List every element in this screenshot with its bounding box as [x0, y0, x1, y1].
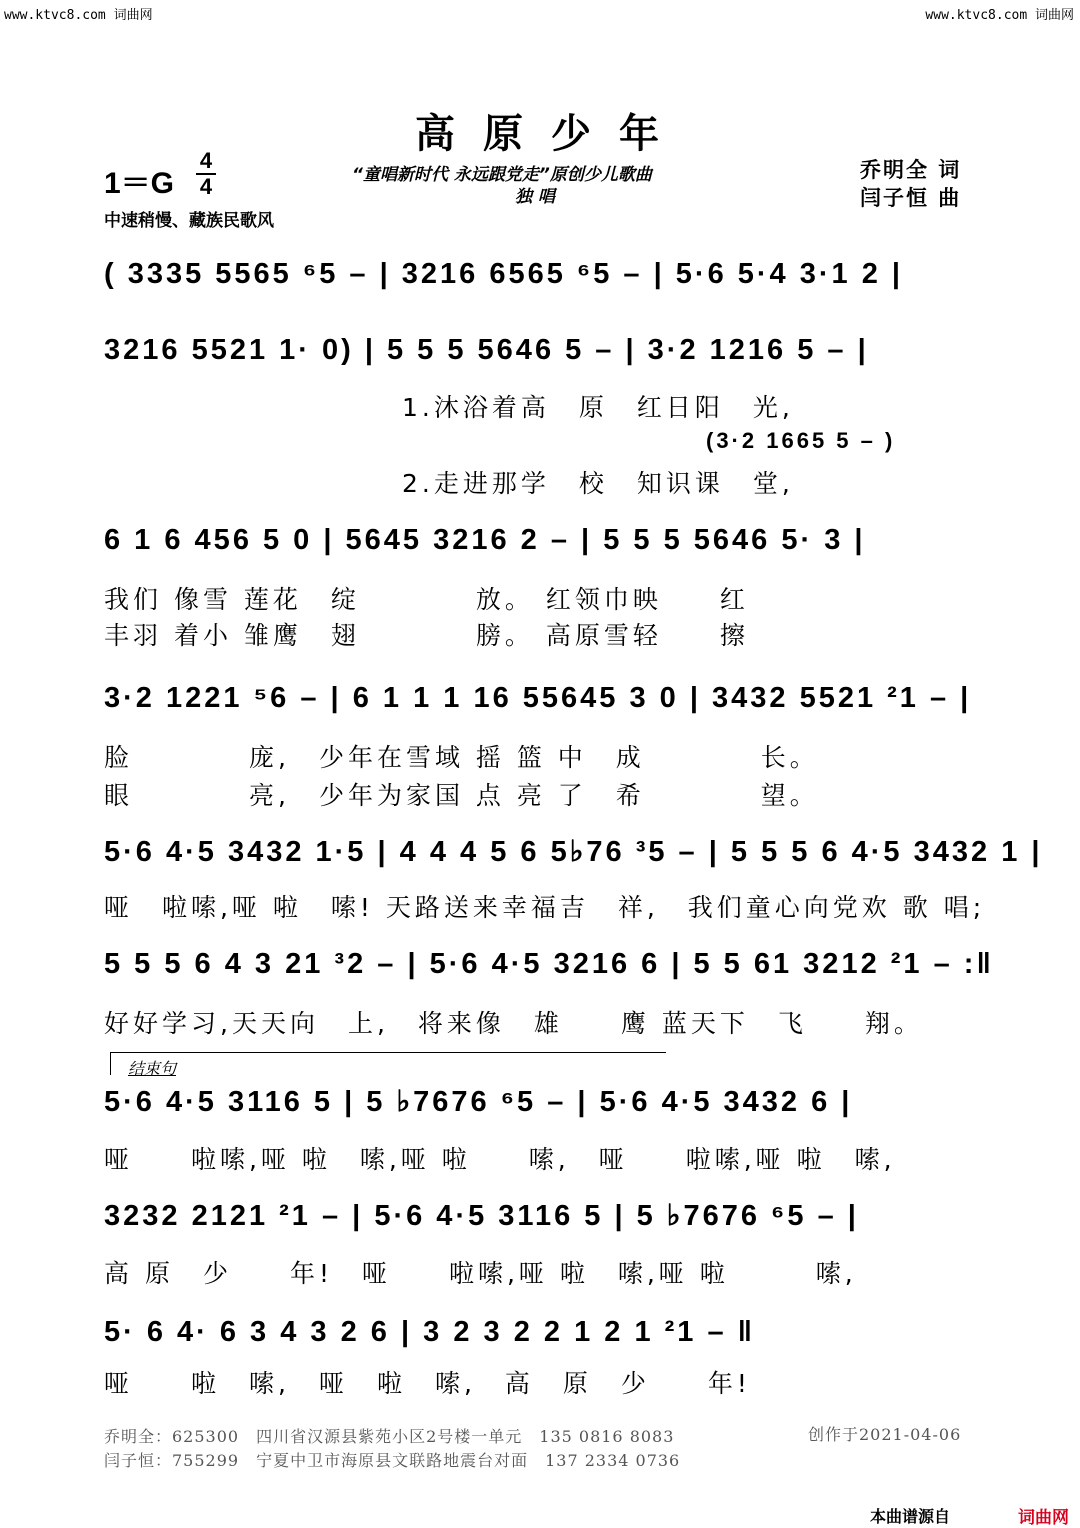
subtitle: “童唱新时代 永远跟党走”原创少儿歌曲: [352, 165, 652, 185]
score-line-7: 5·6 4·5 3116 5 | 5 ♭7676 ⁶5 – | 5·6 4·5 3432 6 |: [104, 1086, 853, 1118]
score-line-2: 3216 5521 1· 0) | 5 5 5 5646 5 – | 3·2 1216 5 – |: [104, 334, 869, 366]
lyrics-2-verse-2: 2.走进那学 校 知识课 堂,: [402, 469, 794, 498]
lyricist-contact: 乔明全：625300 四川省汉源县紫苑小区2号楼一单元 135 0816 8083: [104, 1427, 675, 1446]
composer-contact: 闫子恒：755299 宁夏中卫市海原县文联路地震台对面 137 2334 0736: [104, 1451, 681, 1470]
watermark-right[interactable]: www.ktvc8.com 词曲网: [925, 8, 1074, 23]
lyrics-3-verse-1: 我们 像雪 莲花 绽 放。 红领巾映 红: [104, 585, 749, 614]
score-line-4: 3·2 1221 ⁵6 – | 6 1 1 1 16 55645 3 0 | 3432 5521 ²1 – |: [104, 682, 972, 714]
score-line-9: 5· 6 4· 6 3 4 3 2 6 | 3 2 3 2 2 1 2 1 ²1 – ‖: [104, 1316, 756, 1348]
lyrics-4-verse-1: 脸 庞, 少年在雪域 摇 篮 中 成 长。: [104, 743, 819, 772]
lyrics-6: 好好学习,天天向 上, 将来像 雄 鹰 蓝天下 飞 翔。: [104, 1009, 923, 1038]
score-line-6: 5 5 5 6 4 3 21 ³2 – | 5·6 4·5 3216 6 | 5 5 61 3212 ²1 – :‖: [104, 948, 994, 980]
source-site-link[interactable]: 词曲网: [1018, 1508, 1069, 1528]
lyrics-8: 高 原 少 年! 哑 啦嗦,哑 啦 嗦,哑 啦 嗦,: [104, 1259, 857, 1288]
key-signature: 1＝G: [104, 167, 175, 200]
lyricist-credit: 乔明全 词: [860, 158, 962, 182]
interlude-notes: (3·2 1665 5 – ): [706, 428, 896, 453]
lyrics-2-verse-1: 1.沐浴着高 原 红日阳 光,: [402, 393, 794, 422]
composer-credit: 闫子恒 曲: [860, 186, 962, 210]
page-title: 高原少年: [415, 110, 687, 157]
score-line-3: 6 1 6 456 5 0 | 5645 3216 2 – | 5 5 5 5646 5· 3 |: [104, 524, 866, 556]
time-bottom: 4: [199, 174, 213, 199]
time-top: 4: [199, 148, 213, 173]
lyrics-5: 哑 啦嗦,哑 啦 嗦! 天路送来幸福吉 祥, 我们童心向党欢 歌 唱;: [104, 893, 986, 922]
lyrics-9: 哑 啦 嗦, 哑 啦 嗦, 高 原 少 年!: [104, 1369, 751, 1398]
ending-label: 结束句: [128, 1059, 177, 1078]
performance-mode: 独 唱: [515, 187, 555, 207]
source-label: 本曲谱源自: [870, 1507, 951, 1526]
ending-bracket: [110, 1052, 666, 1075]
lyrics-3-verse-2: 丰羽 着小 雏鹰 翅 膀。 高原雪轻 擦: [104, 621, 749, 650]
time-signature: [196, 150, 216, 198]
score-line-1: ( 3335 5565 ⁶5 – | 3216 6565 ⁶5 – | 5·6 5·4 3·1 2 |: [104, 258, 904, 290]
lyrics-7: 哑 啦嗦,哑 啦 嗦,哑 啦 嗦, 哑 啦嗦,哑 啦 嗦,: [104, 1145, 896, 1174]
lyrics-4-verse-2: 眼 亮, 少年为家国 点 亮 了 希 望。: [104, 781, 819, 810]
score-line-5: 5·6 4·5 3432 1·5 | 4 4 4 5 6 5♭76 ³5 – | 5 5 5 6 4·5 3432 1 |: [104, 836, 1043, 868]
score-line-8: 3232 2121 ²1 – | 5·6 4·5 3116 5 | 5 ♭7676 ⁶5 – |: [104, 1200, 859, 1232]
creation-date: 创作于2021-04-06: [808, 1425, 962, 1444]
tempo-marking: 中速稍慢、藏族民歌风: [104, 211, 274, 231]
watermark-left[interactable]: www.ktvc8.com 词曲网: [4, 8, 153, 23]
